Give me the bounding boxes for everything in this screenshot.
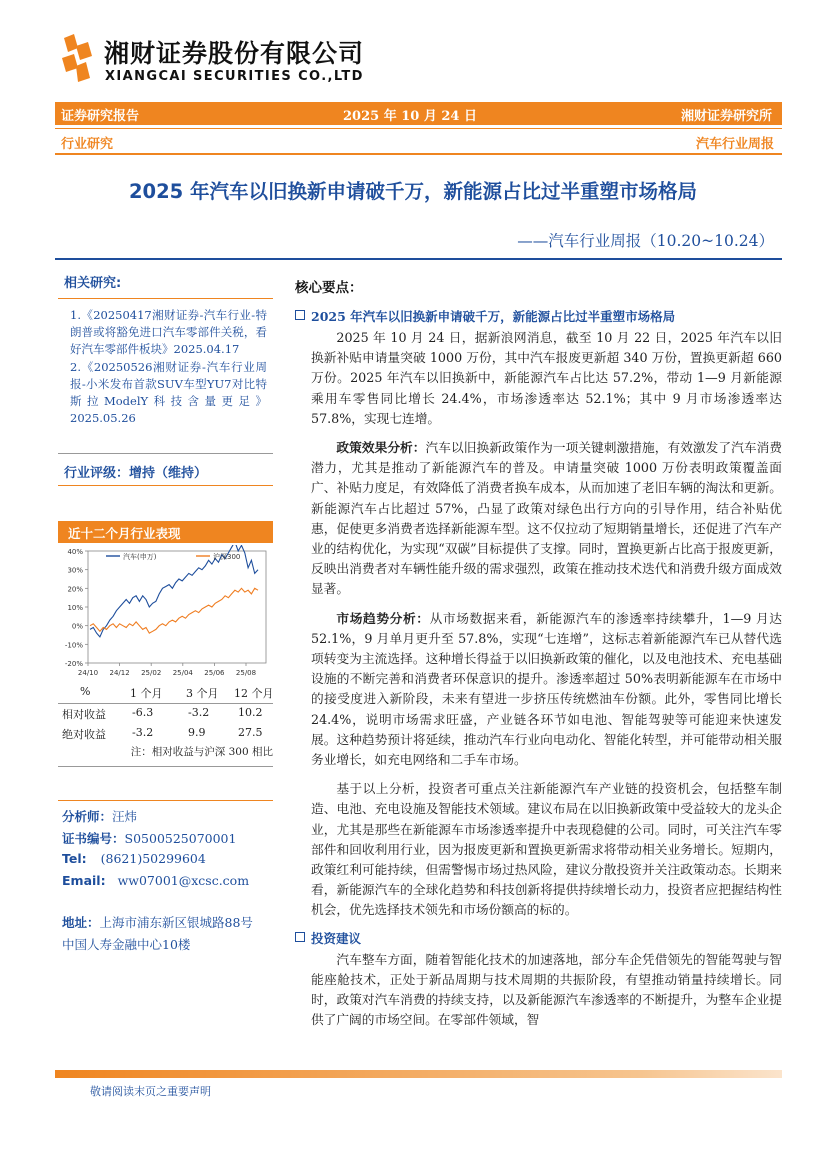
industry-rating: 行业评级：增持（维持）	[64, 466, 208, 482]
report-date: 2025 年 10 月 24 日	[343, 109, 477, 124]
tel-info	[62, 851, 206, 866]
report-series: 汽车行业周报	[695, 137, 774, 152]
report-type: 证券研究报告	[61, 109, 140, 124]
table-cell: 9.9	[188, 726, 206, 739]
table-header-cell: 12 个月	[234, 687, 274, 700]
table-cell: 10.2	[238, 706, 263, 719]
related-report-1[interactable]: 1.《20250417湘财证券-汽车行业-特朗普或将豁免进口汽车零部件关税，看好汽车零部件板块》2025.04.17	[70, 308, 267, 357]
performance-title: 近十二个月行业表现	[58, 521, 273, 543]
cert-number: S0500525070001	[124, 831, 237, 846]
section-heading-text: 2025 年汽车以旧换新申请破千万，新能源占比过半重塑市场格局	[311, 309, 676, 324]
table-header-row	[58, 683, 273, 703]
table-row	[58, 724, 273, 744]
y-tick-label: 10%	[67, 604, 83, 612]
section-1-body	[295, 328, 782, 921]
rating-divider	[58, 485, 273, 486]
cert-label: 证书编号：	[62, 831, 125, 846]
band-divider-bottom	[55, 153, 782, 155]
legend-label: 沪深300	[213, 553, 241, 561]
x-tick-label: 24/10	[77, 669, 99, 677]
address-label: 地址：	[62, 915, 100, 930]
table-header-cell: 3 个月	[186, 687, 219, 700]
email-label: Email:	[62, 873, 106, 888]
y-tick-label: 40%	[67, 548, 83, 556]
email-address[interactable]: ww07001@xcsc.com	[117, 873, 250, 888]
x-tick-label: 25/02	[141, 669, 162, 677]
sidebar	[58, 272, 273, 486]
table-header-cell: 1 个月	[130, 687, 163, 700]
table-cell: 27.5	[238, 726, 263, 739]
paragraph	[311, 438, 782, 600]
table-cell: 绝对收益	[62, 728, 106, 741]
x-tick-label: 25/04	[172, 669, 193, 677]
paragraph-text: 2025 年 10 月 24 日，据新浪网消息，截至 10 月 22 日，2025 年汽车以旧换新补贴申请量突破 1000 万份，其中汽车报废更新超 340 万份，置换更新超 660 万份。2025 年汽车以旧换新中，新能源汽车占比达 57.2%，带动 1—9 月新能源乘用车零售同比增长 24.4%，市场渗透率达 52.1%；其中 9 月市场渗透率达 57.8%，实现七连增。	[311, 330, 782, 426]
analyst-info	[62, 807, 137, 825]
checkbox-bullet-icon	[295, 310, 305, 320]
table-row	[58, 704, 273, 724]
x-tick-label: 24/12	[109, 669, 130, 677]
section-2-body	[295, 950, 782, 1031]
paragraph	[311, 779, 782, 920]
report-info-band	[55, 102, 782, 125]
company-name-cn: 湘财证券股份有限公司	[104, 39, 365, 68]
related-report-2[interactable]: 2.《20250526湘财证券-汽车行业周报-小米发布首款SUV车型YU7对比特斯拉ModelY科技含量更足》2025.05.26	[70, 359, 267, 426]
y-tick-label: -20%	[64, 660, 83, 668]
address-line-2: 中国人寿金融中心10楼	[62, 937, 191, 952]
analyst-divider-top	[58, 766, 273, 767]
address-line-1: 上海市浦东新区银城路88号	[99, 915, 253, 930]
y-tick-label: 20%	[67, 585, 83, 594]
performance-table	[58, 683, 273, 744]
core-points-title: 核心要点：	[295, 280, 363, 296]
main-content	[295, 276, 782, 1031]
address-line-2-row	[62, 935, 190, 953]
section-heading-text: 投资建议	[311, 930, 362, 946]
title-divider	[55, 258, 782, 260]
paragraph-text: 汽车整车方面，随着智能化技术的加速落地，部分车企凭借领先的智能驾驶与智能座舱技术，正处于新品周期与技术周期的共振阶段，有望推动销量持续增长。同时，政策对汽车消费的持续支持，以及新能源汽车渗透率的不断提升，为整车企业提供了广阔的市场空间。在零部件领域，智	[311, 951, 782, 1028]
related-research-title: 相关研究:	[64, 276, 122, 291]
paragraph-lead: 政策效果分析：	[336, 440, 426, 456]
cert-info	[62, 829, 236, 847]
y-tick-label: -10%	[64, 641, 83, 650]
paragraph-text: 基于以上分析，投资者可重点关注新能源汽车产业链的投资机会，包括整车制造、电池、充电设施及智能技术领域。建议布局在以旧换新政策中受益较大的龙头企业，尤其是那些在新能源车市场渗透率提升中表现稳健的公司。同时，可关注汽车零部件和回收利用行业，因为报废更新和置换更新需求将带动相关业务增长。短期内，政策红利可能持续，但需警惕市场过热风险，建议分散投资并关注政策动态。长期来看，新能源汽车的全球化趋势和科技创新将提供持续增长动力，投资者应把握结构性机会，优先选择技术领先和市场份额高的标的。	[311, 781, 782, 918]
report-title: 2025 年汽车以旧换新申请破千万，新能源占比过半重塑市场格局	[128, 180, 698, 203]
analyst-name: 汪炜	[112, 809, 138, 824]
section-heading-2	[295, 929, 782, 947]
email-info	[62, 873, 249, 888]
y-tick-label: 0%	[71, 622, 83, 631]
paragraph	[311, 609, 782, 771]
table-cell: -3.2	[132, 726, 154, 739]
research-institute: 湘财证券研究所	[680, 109, 772, 124]
paragraph-lead: 市场趋势分析：	[336, 610, 430, 626]
checkbox-bullet-icon	[295, 932, 305, 942]
xiangcai-logo-icon	[60, 32, 94, 84]
footer-bar	[55, 1070, 782, 1078]
series-line-hs300	[90, 588, 258, 633]
tel-label: Tel:	[62, 851, 87, 866]
x-tick-label: 25/08	[235, 669, 257, 677]
footer-disclaimer: 敬请阅读末页之重要声明	[90, 1085, 211, 1098]
tel-number: (8621)50299604	[100, 851, 206, 866]
y-tick-label: 30%	[67, 566, 83, 575]
performance-note: 注：相对收益与沪深 300 相比	[130, 746, 273, 758]
legend-label: 汽车(申万)	[123, 553, 157, 561]
table-cell: -3.2	[188, 706, 210, 719]
paragraph-text: 从市场数据来看，新能源汽车的渗透率持续攀升，1—9 月达 52.1%，9 月单月更升至 57.8%，实现“七连增”，这标志着新能源汽车已从替代选项转变为主流选择。这种增长得益于以旧换新政策的催化，以及电池技术、充电基础设施的不断完善和消费者环保意识的提升。渗透率超过 50%表明新能源车在市场中的接受度进入新阶段，未来有望进一步挤压传统燃油车份额。此外，零售同比增长 24.4%，说明市场需求旺盛，产业链各环节如电池、智能驾驶等可能迎来快速发展。这种趋势预计将延续，推动汽车行业向电动化、智能化转型，并可能带动相关服务业增长，如充电网络和二手车市场。	[311, 610, 782, 768]
x-tick-label: 25/06	[204, 669, 225, 677]
chart-plot-frame	[88, 551, 266, 663]
paragraph	[311, 950, 782, 1031]
table-cell: 相对收益	[62, 708, 106, 721]
address-info	[62, 913, 253, 931]
report-subtitle: ——汽车行业周报（10.20~10.24）	[517, 232, 774, 250]
table-header-cell: %	[80, 685, 91, 698]
table-cell: -6.3	[132, 706, 154, 719]
analyst-divider	[58, 800, 273, 801]
report-category: 行业研究	[61, 137, 114, 152]
company-logo	[60, 30, 365, 90]
paragraph	[311, 328, 782, 429]
band-divider	[55, 128, 782, 129]
company-name-en: XIANGCAI SECURITIES CO.,LTD	[105, 69, 364, 84]
performance-chart	[58, 545, 273, 680]
section-heading-1	[295, 307, 782, 325]
analyst-label: 分析师：	[62, 809, 113, 824]
paragraph-text: 汽车以旧换新政策作为一项关键刺激措施，有效激发了汽车消费潜力，尤其是推动了新能源汽车的普及。申请量突破 1000 万份表明政策覆盖面广、补贴力度足，有效降低了消费者换车成本，从而加速了老旧车辆的淘汰和更新。新能源汽车占比超过 57%，凸显了政策对绿色出行方向的引导作用，结合补贴优惠，促使更多消费者选择新能源车型。这不仅拉动了短期销量增长，还促进了汽车产业的结构优化，为实现“双碳”目标提供了支撑。同时，置换更新占比高于报废更新，反映出消费者对车辆性能升级的需求强烈，政策在推动技术迭代和消费升级方面成效显著。	[311, 440, 783, 597]
